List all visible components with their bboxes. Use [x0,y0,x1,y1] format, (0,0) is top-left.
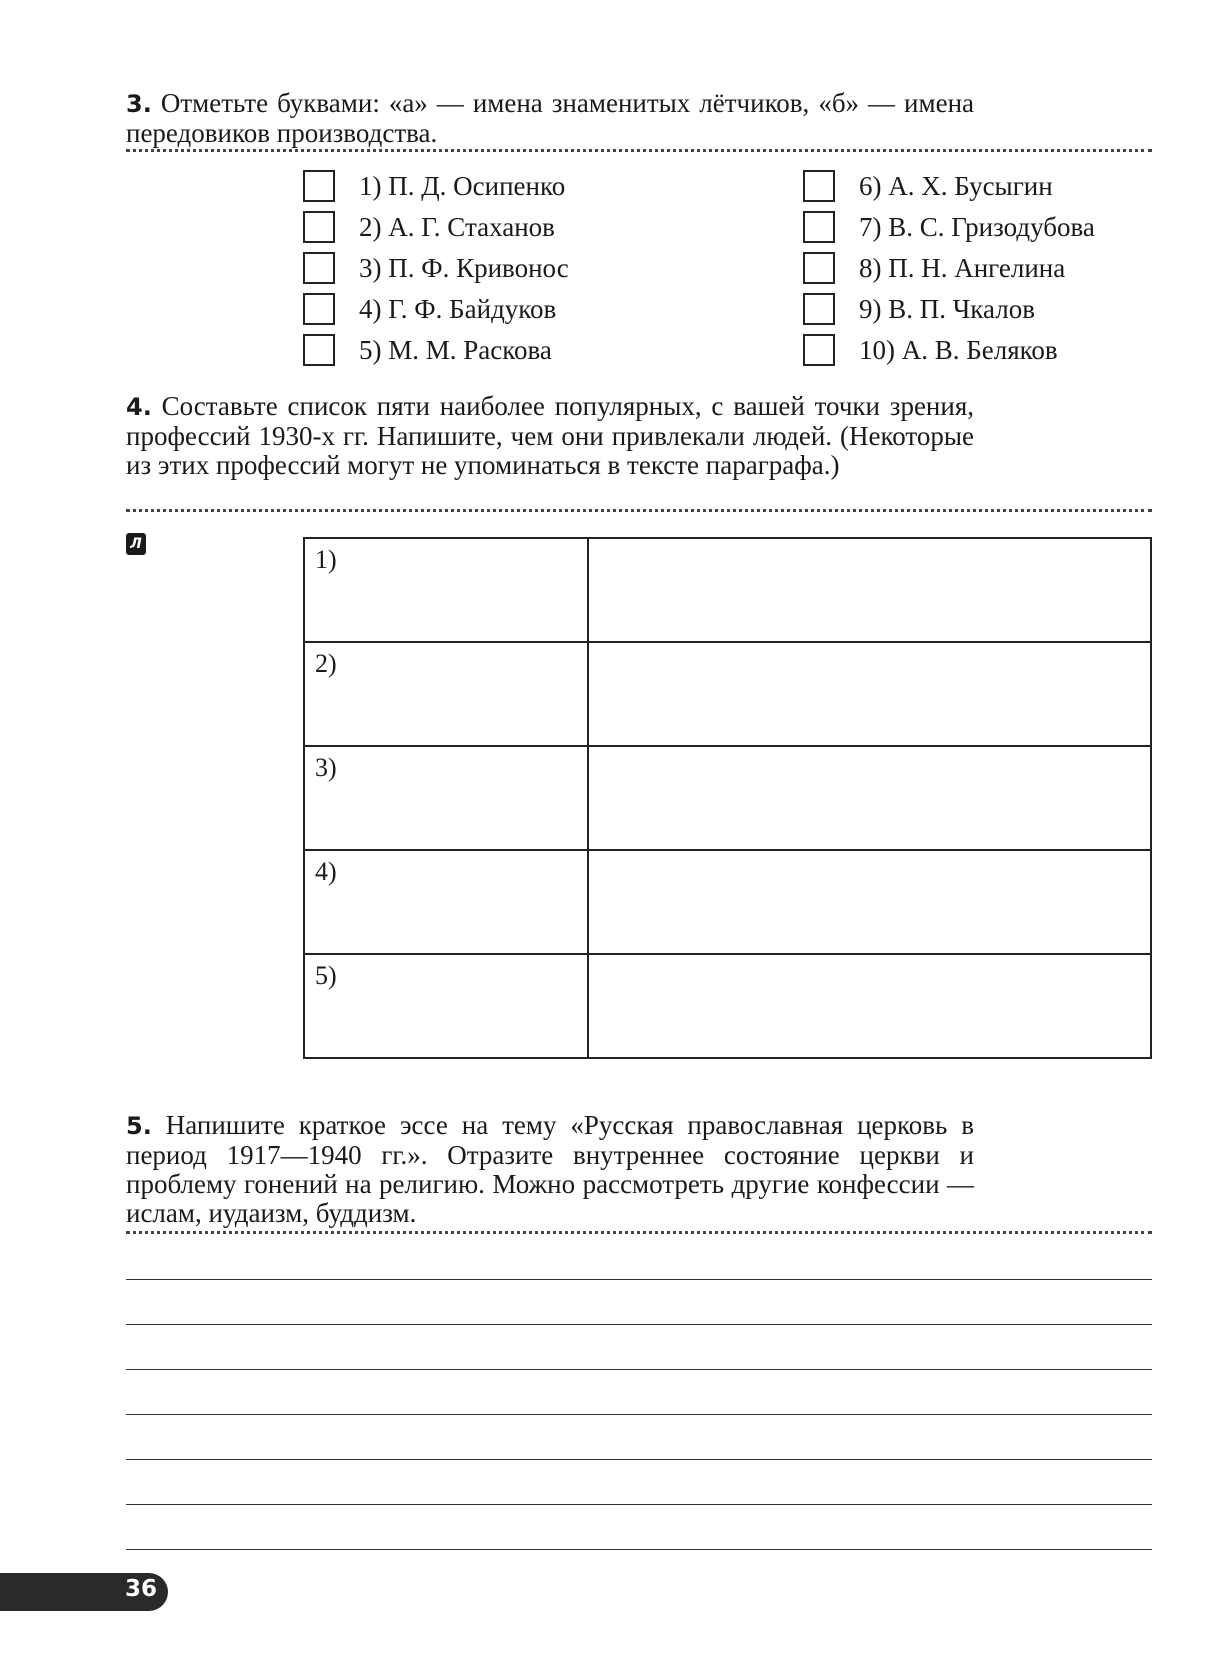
row-number-cell: 1) [304,538,588,642]
option-1 [303,168,565,204]
task-4-number: 4. [126,393,152,421]
answer-box[interactable] [803,293,835,325]
option-label: 10) А. В. Беляков [859,334,1058,365]
answer-cell[interactable] [588,954,1151,1058]
table-row [304,850,1151,954]
writing-line[interactable] [126,1324,1152,1325]
professions-table [303,537,1152,1059]
option-3 [303,250,569,286]
answer-cell[interactable] [588,538,1151,642]
dotted-divider [126,149,1152,152]
option-9 [803,291,1035,327]
table-row [304,954,1151,1058]
table-row [304,642,1151,746]
option-label: 4) Г. Ф. Байдуков [359,293,557,324]
option-label: 3) П. Ф. Кривонос [359,252,569,283]
option-4 [303,291,556,327]
option-6 [803,168,1053,204]
russian-language-icon: Л [126,533,146,555]
task-5-number: 5. [126,1112,152,1140]
answer-box[interactable] [303,170,335,202]
writing-line[interactable] [126,1504,1152,1505]
answer-box[interactable] [303,211,335,243]
option-2 [303,209,555,245]
answer-cell[interactable] [588,850,1151,954]
writing-line[interactable] [126,1549,1152,1550]
option-label: 9) В. П. Чкалов [859,293,1035,324]
answer-cell[interactable] [588,642,1151,746]
row-number-cell: 3) [304,746,588,850]
task-3-text: Отметьте буквами: «а» — имена знаменитых лётчиков, «б» — имена передовиков производства. [126,88,975,148]
option-label: 8) П. Н. Ангелина [859,252,1066,283]
dotted-divider [126,509,1152,512]
table-row [304,746,1151,850]
row-number-cell: 5) [304,954,588,1058]
task-3-number: 3. [126,90,152,118]
option-5 [303,332,552,368]
option-7 [803,209,1095,245]
writing-line[interactable] [126,1459,1152,1460]
task-3-prompt [126,89,974,148]
task-5-text: Напишите краткое эссе на тему «Русская православная церковь в период 1917—1940 гг.». Отразите внутреннее состояние церкви и проблему гонений на религию. Можно рассмотреть другие конфессии — ислам, иудаизм, буддизм. [126,1110,975,1228]
option-label: 5) М. М. Раскова [359,334,552,365]
option-label: 7) В. С. Гризодубова [859,211,1095,242]
answer-box[interactable] [803,334,835,366]
row-number-cell: 4) [304,850,588,954]
task-5-prompt [126,1111,974,1228]
option-10 [803,332,1058,368]
option-label: 1) П. Д. Осипенко [359,170,566,201]
dotted-divider [126,1231,1152,1234]
option-8 [803,250,1065,286]
task-4-prompt [126,392,974,480]
option-label: 2) А. Г. Стаханов [359,211,555,242]
answer-cell[interactable] [588,746,1151,850]
table-row [304,538,1151,642]
answer-box[interactable] [303,252,335,284]
answer-box[interactable] [803,252,835,284]
answer-box[interactable] [303,334,335,366]
answer-box[interactable] [803,170,835,202]
option-label: 6) А. Х. Бусыгин [859,170,1053,201]
writing-line[interactable] [126,1279,1152,1280]
task-4-text: Составьте список пяти наиболее популярных, с вашей точки зрения, профессий 1930-х гг. Напишите, чем они привлекали людей. (Некоторые из этих профессий могут не упоминаться в тексте параграфа.) [126,391,974,480]
page-number: 36 [125,1576,158,1602]
answer-box[interactable] [803,211,835,243]
writing-line[interactable] [126,1369,1152,1370]
answer-box[interactable] [303,293,335,325]
writing-line[interactable] [126,1414,1152,1415]
row-number-cell: 2) [304,642,588,746]
